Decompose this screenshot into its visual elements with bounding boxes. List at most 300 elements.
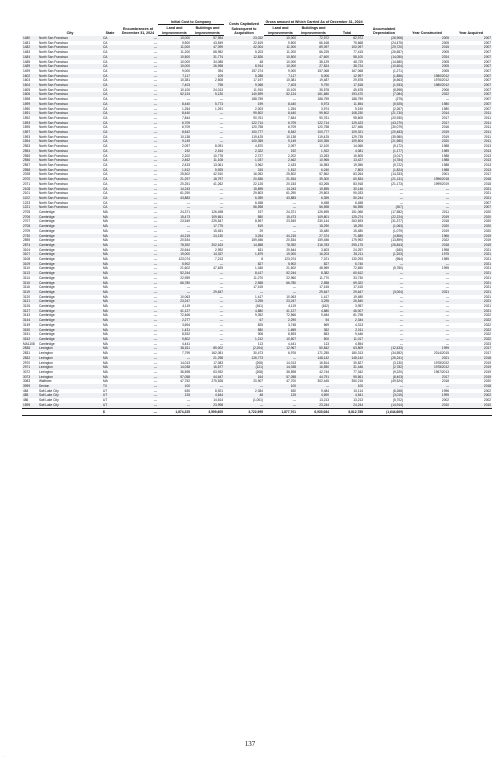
cell-accumulated-depreciation: — — [364, 299, 404, 304]
cell-total: 33,730 — [353, 275, 364, 280]
cell-gross-buildings: (162) — [321, 304, 330, 309]
cell-initial-buildings: 47,099 — [191, 45, 224, 50]
cell-property-id: 2028 — [23, 172, 31, 177]
cell-property-id: 3104 — [23, 247, 31, 252]
cell-initial-land: 25,502 — [180, 172, 190, 177]
cell-year-acquired: 2007 — [483, 68, 492, 73]
cell-initial-buildings: 89,002 — [191, 346, 224, 351]
cell-encumbrances: — — [153, 87, 157, 92]
cell-year-constructed: 1988 — [441, 162, 450, 167]
cell-encumbrances: — — [153, 238, 157, 243]
cell-accumulated-depreciation: — — [364, 262, 404, 267]
cell-costs-capitalized: 99,502 — [224, 111, 264, 116]
cell-year-acquired: 2011 — [484, 115, 492, 120]
cell-initial-buildings: 47,625 — [213, 266, 224, 271]
cell-total: 38,724 — [330, 64, 364, 69]
cell-encumbrances: — — [153, 78, 157, 83]
cell-state: MA — [102, 309, 118, 314]
cell-accumulated-depreciation: (5,172) — [392, 144, 404, 149]
cell-accumulated-depreciation: (2,267) — [392, 106, 404, 111]
cell-year-acquired: 2011 — [450, 111, 492, 116]
table-header — [22, 10, 492, 36]
cell-gross-buildings: 1,417 — [321, 294, 330, 299]
cell-gross-land: 12,967 — [264, 346, 297, 351]
cell-property-id: 3127 — [22, 309, 38, 314]
cell-year-acquired: 2007 — [483, 106, 492, 111]
cell-initial-land: 57,058 — [158, 375, 191, 380]
cell-year-constructed: — — [445, 200, 450, 205]
cell-gross-buildings: 44,791 — [297, 375, 330, 380]
cell-encumbrances: — — [153, 162, 157, 167]
cell-accumulated-depreciation: — — [364, 281, 404, 286]
header-gross-land: Land and improvements — [264, 25, 297, 36]
cell-gross-land: 8,542 — [264, 130, 297, 135]
cell-costs-capitalized: 8,597 — [255, 219, 264, 224]
cell-costs-capitalized: 22,619 — [253, 40, 264, 45]
cell-year-constructed: — — [404, 271, 450, 276]
cell-accumulated-depreciation: (13,899) — [391, 238, 404, 243]
cell-city: North San Francisco — [38, 64, 102, 69]
cell-costs-capitalized: 9,068 — [224, 83, 264, 88]
real-estate-schedule-table — [22, 10, 492, 416]
cell-state: MA — [102, 346, 118, 351]
cell-property-id: 2706 — [22, 215, 38, 220]
cell-gross-buildings: 1,922 — [297, 149, 330, 154]
cell-gross-buildings: 171,255 — [317, 351, 330, 356]
cell-initial-land: 2,202 — [182, 153, 190, 158]
cell-costs-capitalized: — — [224, 403, 264, 408]
cell-initial-land: 11,000 — [158, 45, 191, 50]
cell-year-constructed: 2022 — [441, 238, 450, 243]
cell-initial-land: 23,247 — [158, 299, 191, 304]
cell-state: MA — [102, 234, 118, 239]
cell-total: 12,997 — [330, 74, 364, 79]
cell-accumulated-depreciation: (5,925) — [364, 102, 404, 107]
cell-initial-buildings: — — [219, 341, 224, 346]
cell-city: North San Francisco — [39, 97, 69, 102]
cell-total: 350,215 — [351, 379, 364, 384]
cell-year-acquired: 2020 — [483, 219, 492, 224]
cell-state: MA — [103, 210, 108, 215]
cell-total: 95,561 — [330, 375, 364, 380]
cell-costs-capitalized: 850 — [224, 215, 264, 220]
cell-gross-buildings: 13,213 — [319, 398, 330, 403]
cell-costs-capitalized: 120,758 — [251, 125, 264, 130]
cell-city: Cambridge — [38, 224, 102, 229]
cell-year-constructed: 2017 — [441, 115, 450, 120]
cell-gross-buildings: 47,600 — [297, 55, 330, 60]
cell-accumulated-depreciation: — — [399, 200, 404, 205]
cell-year-constructed: 2006 — [441, 87, 450, 92]
header-encumbrances: Encumbrances at December 31, 2024 — [121, 26, 155, 36]
cell-year-constructed: 1989 — [404, 149, 450, 154]
cell-year-constructed: 2005 — [404, 36, 450, 41]
totals-gross-buildings: 6,935,084 — [297, 408, 330, 415]
cell-initial-land: 7,117 — [158, 74, 191, 79]
cell-costs-capitalized: 100,777 — [224, 130, 264, 135]
totals-gross-land: 1,877,701 — [264, 408, 297, 415]
cell-year-acquired: 2020 — [483, 379, 492, 384]
cell-state: MA — [102, 299, 118, 304]
cell-state: MA — [102, 290, 118, 295]
cell-year-acquired: 2019 — [450, 375, 492, 380]
cell-property-id: 3152 — [22, 337, 38, 342]
cell-year-constructed: 2020 — [404, 224, 450, 229]
cell-costs-capitalized: 827 — [224, 262, 264, 267]
cell-property-id: MA1108 — [23, 341, 35, 346]
cell-year-constructed: 2019 — [404, 215, 450, 220]
cell-year-constructed: 1978/2012 — [404, 365, 450, 370]
cell-year-acquired: 2002 — [483, 388, 492, 393]
cell-year-constructed: 2024 — [404, 55, 450, 60]
cell-initial-land: 192 — [158, 149, 191, 154]
cell-initial-buildings: 14,337 — [191, 252, 224, 257]
cell-accumulated-depreciation: — — [364, 187, 404, 192]
cell-accumulated-depreciation: (49,524) — [391, 379, 404, 384]
cell-city: Cambridge — [38, 243, 102, 248]
cell-accumulated-depreciation: — — [399, 332, 404, 337]
cell-gross-land: 8,440 — [264, 111, 297, 116]
cell-year-acquired: 2019 — [450, 234, 492, 239]
cell-state: MA — [102, 337, 118, 342]
cell-encumbrances: — — [153, 115, 157, 120]
cell-initial-buildings: 126,498 — [211, 210, 224, 215]
cell-gross-land: 2,433 — [288, 162, 297, 167]
cell-city: Waltham — [39, 379, 52, 384]
cell-encumbrances: — — [153, 266, 157, 271]
cell-costs-capitalized: 20,907 — [253, 379, 264, 384]
cell-total: 167,068 — [351, 68, 364, 73]
cell-property-id: 2831 — [23, 351, 31, 356]
cell-initial-land: 2,097 — [182, 144, 190, 149]
cell-total: 24,257 — [353, 247, 364, 252]
cell-gross-land: — — [264, 224, 297, 229]
cell-state: CA — [102, 149, 118, 154]
cell-year-constructed: — — [445, 275, 450, 280]
cell-gross-buildings: 56,598 — [297, 205, 330, 210]
cell-initial-buildings: 43,549 — [213, 40, 224, 45]
cell-total: 129,735 — [351, 134, 364, 139]
cell-property-id: 2832 — [22, 356, 38, 361]
cell-year-constructed: 2015 — [404, 45, 450, 50]
cell-total: 17,415 — [353, 285, 364, 290]
cell-encumbrances: — — [118, 262, 158, 267]
cell-initial-land: 10,381 — [180, 78, 190, 83]
cell-property-id: 3149 — [23, 322, 31, 327]
cell-total: 6,458 — [355, 200, 364, 205]
cell-property-id: 2108 — [22, 187, 38, 192]
cell-initial-land: 24,371 — [180, 210, 190, 215]
cell-property-id: 2895 — [23, 238, 31, 243]
cell-year-acquired: 2017 — [450, 346, 492, 351]
cell-year-acquired: 2021 — [450, 309, 492, 314]
cell-year-acquired: 2018 — [450, 177, 492, 182]
cell-year-constructed: 1999 — [404, 346, 450, 351]
cell-year-acquired: 2022 — [450, 318, 492, 323]
cell-city: North San Francisco — [39, 68, 69, 73]
cell-total: 180,313 — [351, 351, 364, 356]
cell-gross-land: 10,063 — [286, 294, 297, 299]
cell-gross-buildings: 119,425 — [317, 134, 330, 139]
cell-initial-land: — — [186, 200, 190, 205]
cell-initial-buildings: 2,154 — [191, 149, 224, 154]
cell-state: CA — [102, 83, 118, 88]
cell-gross-buildings: 100,777 — [297, 130, 330, 135]
cell-state: CA — [103, 78, 108, 83]
cell-gross-buildings: 89,097 — [297, 45, 330, 50]
cell-property-id: 3151 — [23, 332, 31, 337]
cell-year-acquired: 2021 — [483, 266, 492, 271]
cell-city: Salt Lake City — [39, 398, 59, 403]
cell-gross-land: — — [292, 285, 297, 290]
cell-property-id: 1484 — [22, 55, 38, 60]
cell-encumbrances: — — [118, 130, 158, 135]
cell-city: North San Francisco — [38, 158, 102, 163]
cell-total: 100 — [330, 384, 364, 389]
cell-state: MA — [103, 275, 108, 280]
cell-costs-capitalized: 29 — [259, 228, 264, 233]
cell-city: Cambridge — [39, 332, 55, 337]
cell-costs-capitalized: 8,417 — [224, 271, 264, 276]
header-state: State — [105, 31, 115, 36]
cell-state: MA — [103, 351, 108, 356]
cell-gross-land: 20,644 — [286, 247, 297, 252]
cell-year-acquired: 2007 — [450, 205, 492, 210]
cell-encumbrances: — — [153, 50, 157, 55]
cell-costs-capitalized: 4,880 — [224, 309, 264, 314]
cell-property-id: 1606 — [22, 92, 38, 97]
cell-total: 4,081 — [330, 149, 364, 154]
cell-initial-buildings: — — [219, 191, 224, 196]
cell-encumbrances: — — [118, 36, 158, 41]
cell-initial-buildings: 15,451 — [213, 228, 224, 233]
cell-costs-capitalized: 17,415 — [253, 285, 264, 290]
cell-state: CA — [102, 55, 118, 60]
cell-gross-land: 61,290 — [286, 191, 297, 196]
cell-gross-buildings: — — [297, 384, 330, 389]
cell-gross-land: 43,883 — [264, 196, 297, 201]
cell-costs-capitalized: (1,001) — [252, 398, 264, 403]
cell-state: CA — [103, 40, 108, 45]
cell-initial-buildings: — — [191, 196, 224, 201]
cell-gross-land: — — [292, 228, 297, 233]
cell-encumbrances: — — [118, 243, 158, 248]
cell-total: 148,142 — [330, 356, 364, 361]
totals-depreciation: (1,644,669) — [364, 408, 404, 415]
cell-year-constructed: 2010 — [404, 403, 450, 408]
cell-initial-buildings: — — [191, 337, 224, 342]
cell-initial-land: 21,602 — [180, 266, 190, 271]
cell-year-acquired: 2007 — [450, 45, 492, 50]
cell-costs-capitalized: 23,032 — [224, 36, 264, 41]
cell-costs-capitalized: 9,392 — [255, 313, 264, 318]
cell-initial-buildings: — — [191, 130, 224, 135]
cell-encumbrances: — — [153, 294, 157, 299]
cell-city: North San Francisco — [39, 78, 69, 83]
cell-accumulated-depreciation: (22,224) — [364, 215, 404, 220]
cell-year-constructed: 2001 — [441, 172, 450, 177]
cell-encumbrances: — — [153, 369, 157, 374]
cell-city: Cambridge — [39, 285, 55, 290]
cell-gross-buildings: 188,759 — [317, 97, 330, 102]
cell-accumulated-depreciation: (180) — [395, 247, 404, 252]
cell-encumbrances: — — [153, 40, 157, 45]
cell-gross-buildings: 148,142 — [297, 356, 330, 361]
cell-accumulated-depreciation: (964) — [395, 257, 404, 262]
cell-accumulated-depreciation: (4,784) — [364, 158, 404, 163]
cell-initial-buildings: — — [191, 111, 224, 116]
page-number: 137 — [244, 740, 256, 748]
cell-initial-land: 5,902 — [158, 262, 191, 267]
cell-city: North San Francisco — [38, 55, 102, 60]
cell-initial-buildings: 10,778 — [213, 153, 224, 158]
cell-gross-buildings: 8,382 — [297, 271, 330, 276]
cell-total: 4,541 — [330, 393, 364, 398]
cell-state: CA — [102, 187, 118, 192]
cell-gross-buildings: 19,487 — [319, 78, 330, 83]
cell-gross-land: 6,709 — [288, 125, 297, 130]
cell-property-id: 1223 — [23, 200, 31, 205]
cell-gross-land: 2,097 — [288, 144, 297, 149]
cell-initial-land: 10,000 — [158, 36, 191, 41]
cell-costs-capitalized: 580 — [224, 328, 264, 333]
cell-year-constructed: 1985 — [441, 257, 450, 262]
cell-gross-buildings: 27,374 — [297, 234, 330, 239]
cell-accumulated-depreciation: — — [364, 196, 404, 201]
cell-city: Lexington — [38, 375, 102, 380]
cell-property-id: 3116 — [23, 285, 30, 290]
cell-city: Cambridge — [39, 294, 55, 299]
cell-gross-land: 78,392 — [264, 243, 297, 248]
cell-gross-buildings: 126,695 — [317, 210, 330, 215]
cell-encumbrances: — — [153, 191, 157, 196]
cell-gross-buildings: 109,801 — [297, 215, 330, 220]
cell-year-constructed: 1975 — [404, 252, 450, 257]
cell-year-acquired: 2022 — [483, 313, 492, 318]
cell-property-id: 3143 — [23, 313, 31, 318]
cell-initial-buildings: — — [191, 318, 224, 323]
cell-year-constructed: — — [445, 294, 450, 299]
cell-state: MA — [103, 238, 108, 243]
cell-property-id: 2874 — [22, 243, 38, 248]
cell-city: Lexington — [38, 346, 102, 351]
cell-state: MA — [102, 215, 118, 220]
cell-gross-land: 11,000 — [264, 45, 297, 50]
cell-year-acquired: 2011 — [450, 121, 492, 126]
cell-city: North San Francisco — [39, 87, 69, 92]
cell-gross-buildings: 3,295 — [297, 299, 330, 304]
cell-gross-buildings: 66,168 — [319, 40, 330, 45]
cell-state: MA — [102, 356, 118, 361]
cell-accumulated-depreciation: (30,079) — [391, 125, 404, 130]
cell-initial-buildings: — — [219, 238, 224, 243]
cell-total: 125,274 — [330, 215, 364, 220]
cell-property-id: 1597 — [22, 130, 38, 135]
cell-gross-buildings: 7,221 — [321, 257, 330, 262]
cell-state: CA — [103, 87, 108, 92]
cell-initial-buildings: 13,061 — [213, 162, 224, 167]
cell-total: 10,114 — [353, 388, 364, 393]
cell-accumulated-depreciation: (6,563) — [392, 78, 404, 83]
cell-city: North San Francisco — [38, 168, 102, 173]
cell-city: North San Francisco — [39, 172, 69, 177]
cell-initial-land: 72,466 — [180, 313, 190, 318]
cell-gross-buildings: 12,100 — [319, 144, 330, 149]
cell-initial-land: — — [158, 290, 191, 295]
cell-gross-land: — — [264, 403, 297, 408]
cell-property-id: 3107 — [22, 252, 38, 257]
cell-year-constructed: — — [445, 285, 450, 290]
cell-property-id: 1489 — [22, 64, 38, 69]
cell-city: Cambridge — [39, 257, 55, 262]
cell-year-acquired: 2007 — [450, 92, 492, 97]
cell-city: North San Francisco — [38, 196, 102, 201]
cell-costs-capitalized: 6,458 — [255, 200, 264, 205]
cell-state: CA — [103, 200, 108, 205]
cell-gross-buildings: 827 — [297, 262, 330, 267]
cell-costs-capitalized: — — [224, 290, 264, 295]
cell-total: 77,415 — [353, 50, 364, 55]
cell-gross-buildings: 13,283 — [319, 153, 330, 158]
cell-city: North San Francisco — [39, 125, 69, 130]
cell-accumulated-depreciation: — — [364, 328, 404, 333]
cell-initial-buildings: 68,952 — [213, 50, 224, 55]
cell-costs-capitalized: 140,599 — [224, 92, 264, 97]
cell-accumulated-depreciation: — — [399, 304, 404, 309]
cell-gross-buildings: 16,550 — [297, 365, 330, 370]
cell-accumulated-depreciation: (21,131) — [364, 177, 404, 182]
cell-year-acquired: 2020 — [450, 224, 492, 229]
cell-year-constructed: — — [404, 299, 450, 304]
cell-year-acquired: 2021 — [450, 252, 492, 257]
cell-total: 5,190 — [355, 106, 364, 111]
cell-state: MA — [103, 304, 108, 309]
cell-initial-land: 4,119 — [182, 304, 190, 309]
cell-total: 24,244 — [330, 403, 364, 408]
cell-initial-buildings: 26,998 — [191, 64, 224, 69]
cell-property-id: 2558 — [22, 168, 38, 173]
cell-encumbrances: — — [118, 309, 158, 314]
cell-gross-buildings: 57,562 — [319, 172, 330, 177]
cell-year-acquired: 2018 — [483, 181, 492, 186]
cell-property-id: 1481 — [23, 40, 31, 45]
cell-state: CA — [103, 153, 108, 158]
cell-gross-land: 8,593 — [288, 332, 297, 337]
cell-total: 6,740 — [330, 262, 364, 267]
cell-costs-capitalized: 90,761 — [253, 115, 264, 120]
cell-initial-land: 8,542 — [158, 130, 191, 135]
cell-gross-land: 2,290 — [264, 318, 297, 323]
cell-year-constructed: 2021 — [404, 356, 450, 361]
cell-gross-buildings: 159,456 — [317, 238, 330, 243]
cell-initial-land: 22,959 — [180, 275, 190, 280]
cell-costs-capitalized: 6,359 — [224, 196, 264, 201]
cell-year-acquired: 2021 — [450, 271, 492, 276]
cell-initial-land: 7,844 — [182, 115, 190, 120]
cell-state: UT — [102, 393, 118, 398]
cell-year-acquired: 2011 — [450, 130, 492, 135]
cell-year-constructed: 2018 — [441, 219, 450, 224]
cell-year-constructed: 1978/2022 — [433, 360, 450, 365]
cell-year-constructed: 2011 — [442, 210, 450, 215]
header-initial-cost-group: Initial Cost to Company — [158, 10, 224, 25]
cell-year-acquired: 2021 — [483, 304, 492, 309]
cell-accumulated-depreciation: (34,552) — [391, 351, 404, 356]
cell-total: 72,650 — [353, 266, 364, 271]
cell-encumbrances: — — [153, 313, 157, 318]
cell-property-id: 485 — [22, 393, 38, 398]
cell-property-id: 2071 — [23, 181, 31, 186]
